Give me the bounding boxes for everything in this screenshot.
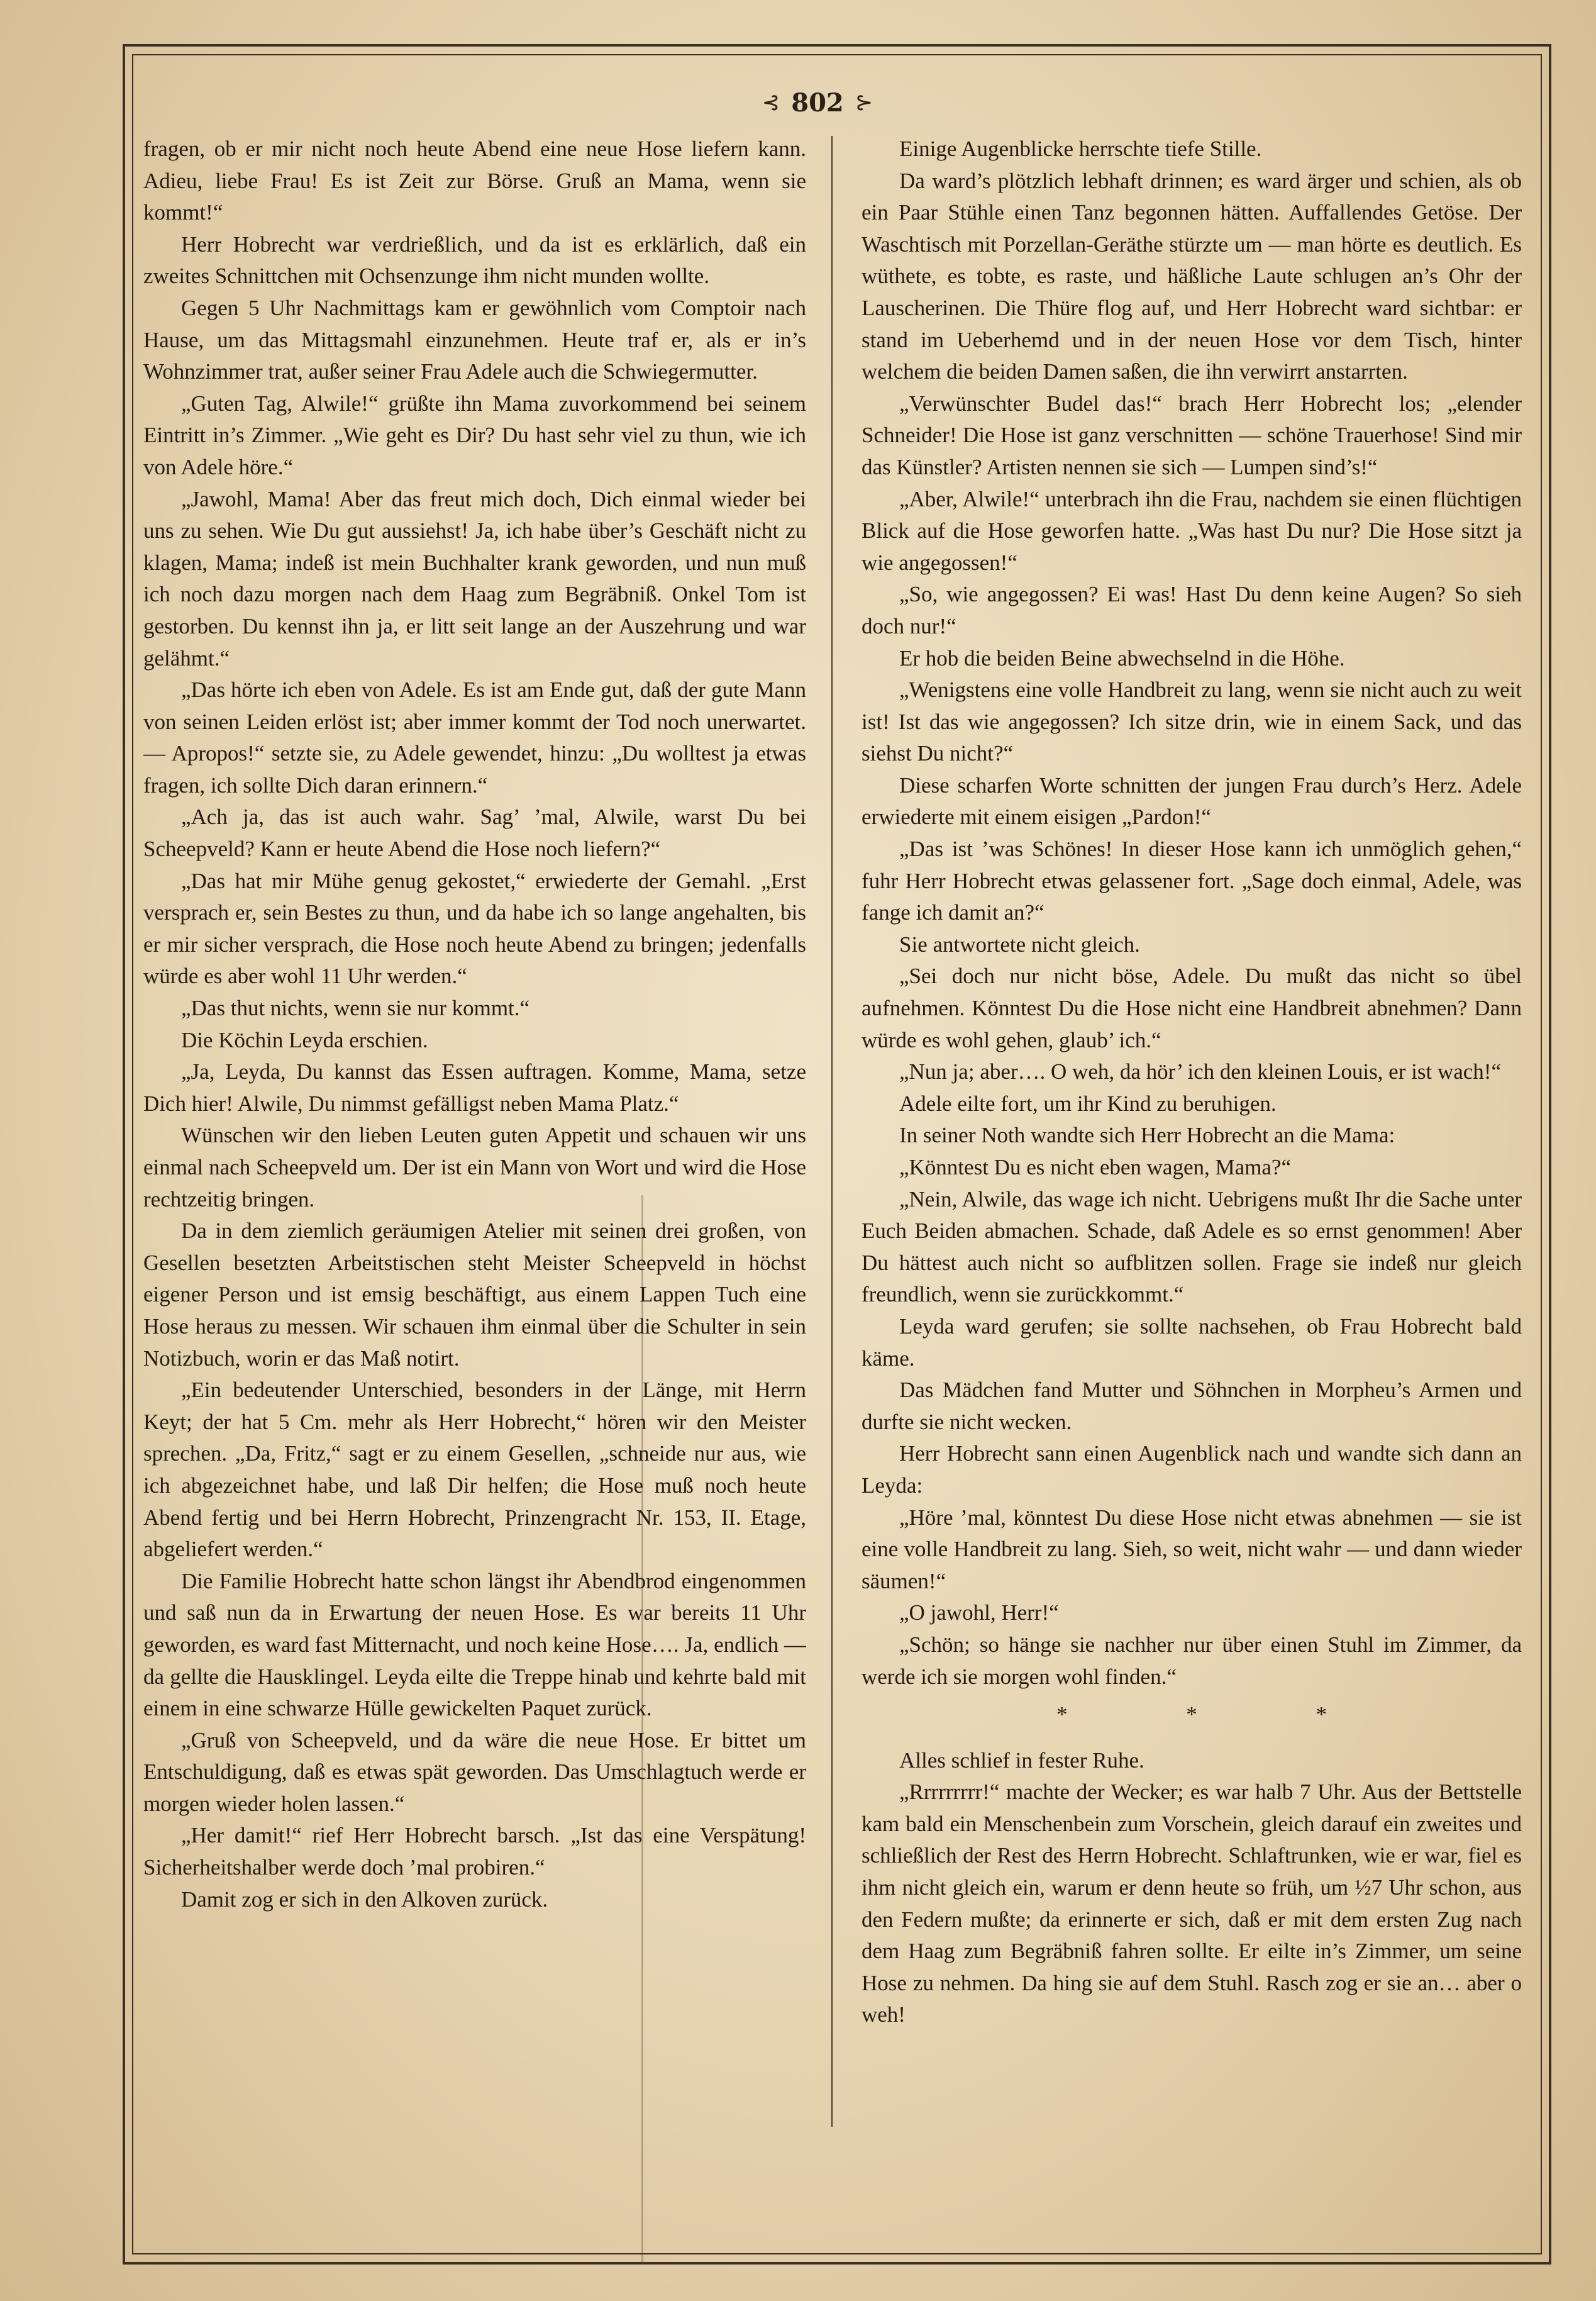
paragraph: Alles schlief in fester Ruhe. xyxy=(899,1747,1144,1773)
paragraph: Da ward’s plötzlich lebhaft drinnen; es ward ärger und schien, als ob ein Paar Stühle einen Tanz begonnen hätten. Auffallendes Getöse. Der Waschtisch mit Porzellan-Geräthe stürzte um — man hörte es deutlich. Es wüthete, es tobte, es raste, und häßliche Laute schlugen an’s Ohr der Lauscherinen. Die Thüre flog auf, und Herr Hobrecht ward sichtbar: er stand im Ueberhemd und in der neuen Hose vor dem Tisch, hinter welchem die beiden Damen saßen, die ihn verwirrt anstarrten. xyxy=(862,168,1522,384)
paragraph: Gegen 5 Uhr Nachmittags kam er gewöhnlich vom Comptoir nach Hause, um das Mittagsmahl einzunehmen. Heute traf er, als er in’s Wohnzimmer trat, außer seiner Frau Adele auch die Schwiegermutter. xyxy=(143,295,806,384)
paragraph: Sie antwortete nicht gleich. xyxy=(899,932,1140,957)
paragraph: „Nun ja; aber…. O weh, da hör’ ich den kleinen Louis, er ist wach!“ xyxy=(899,1059,1501,1084)
left-column xyxy=(143,133,806,2140)
paragraph: „Rrrrrrrrr!“ machte der Wecker; es war halb 7 Uhr. Aus der Bettstelle kam bald ein Menschenbein zum Vorschein, gleich darauf ein zweites und schließlich der Rest des Herrn Hobrecht. Schlaftrunken, wie er war, fiel es ihm nicht gleich ein, warum er denn heute so früh, um ½7 Uhr schon, aus den Federn mußte; da erinnerte er sich, daß er mit dem ersten Zug nach dem Haag zum Begräbniß fahren sollte. Er eilte in’s Zimmer, um seine Hose zu nehmen. Da hing sie auf dem Stuhl. Rasch zog er sie an… aber o weh! xyxy=(862,1780,1522,2027)
paragraph: „Guten Tag, Alwile!“ grüßte ihn Mama zuvorkommend bei seinem Eintritt in’s Zimmer. „Wie geht es Dir? Du hast sehr viel zu thun, wie ich von Adele höre.“ xyxy=(143,391,806,479)
right-column xyxy=(862,133,1522,2140)
section-separator: * * * xyxy=(1056,1702,1383,1727)
paragraph: „Das hörte ich eben von Adele. Es ist am Ende gut, daß der gute Mann von seinen Leiden erlöst ist; aber immer kommt der Tod noch unerwartet. — Apropos!“ setzte sie, zu Adele gewendet, hinzu: „Du wolltest ja etwas fragen, ich sollte Dich daran erinnern.“ xyxy=(143,677,806,798)
paragraph: „Ja, Leyda, Du kannst das Essen auftragen. Komme, Mama, setze Dich hier! Alwile, Du nimmst gefälligst neben Mama Platz.“ xyxy=(143,1059,806,1116)
paragraph: „Das ist ’was Schönes! In dieser Hose kann ich unmöglich gehen,“ fuhr Herr Hobrecht etwas gelassener fort. „Sage doch einmal, Adele, was fange ich damit an?“ xyxy=(862,837,1522,925)
paragraph: „Ein bedeutender Unterschied, besonders in der Länge, mit Herrn Keyt; der hat 5 Cm. mehr als Herr Hobrecht,“ hören wir den Meister sprechen. „Da, Fritz,“ sagt er zu einem Gesellen, „schneide nur aus, wie ich abgezeichnet habe, und laß Dir helfen; die Hose muß noch heute Abend fertig und bei Herrn Hobrecht, Prinzengracht Nr. 153, II. Etage, abgeliefert werden.“ xyxy=(143,1378,806,1562)
paragraph: „Höre ’mal, könntest Du diese Hose nicht etwas abnehmen — sie ist eine volle Handbreit zu lang. Sieh, so weit, nicht wahr — und dann wieder säumen!“ xyxy=(862,1505,1522,1593)
paragraph: „Schön; so hänge sie nachher nur über einen Stuhl im Zimmer, da werde ich sie morgen wohl finden.“ xyxy=(862,1632,1522,1689)
ornament-right-icon: ⊱ xyxy=(855,90,873,115)
paragraph: „Gruß von Scheepveld, und da wäre die neue Hose. Er bittet um Entschuldigung, daß es etwas spät geworden. Das Umschlagtuch werde er morgen wieder holen lassen.“ xyxy=(143,1727,806,1816)
paragraph: Wünschen wir den lieben Leuten guten Appetit und schauen wir uns einmal nach Scheepveld um. Der ist ein Mann von Wort und wird die Hose rechtzeitig bringen. xyxy=(143,1123,806,1212)
ornament-left-icon: ⊰ xyxy=(762,90,780,115)
paragraph: Er hob die beiden Beine abwechselnd in die Höhe. xyxy=(899,645,1345,671)
page-header xyxy=(723,81,912,125)
paragraph: Herr Hobrecht sann einen Augenblick nach und wandte sich dann an Leyda: xyxy=(862,1441,1522,1498)
paragraph: Die Familie Hobrecht hatte schon längst ihr Abendbrod eingenommen und saß nun da in Erwartung der neuen Hose. Es war bereits 11 Uhr geworden, es ward fast Mitternacht, und noch keine Hose…. Ja, endlich — da gellte die Hausklingel. Leyda eilte die Treppe hinab und kehrte bald mit einem in eine schwarze Hülle gewickelten Paquet zurück. xyxy=(143,1568,806,1721)
paragraph: „Sei doch nur nicht böse, Adele. Du mußt das nicht so übel aufnehmen. Könntest Du die Hose nicht eine Handbreit abnehmen? Dann würde es wohl gehen, glaub’ ich.“ xyxy=(862,964,1522,1052)
paragraph: „Ach ja, das ist auch wahr. Sag’ ’mal, Alwile, warst Du bei Scheepveld? Kann er heute Abend die Hose noch liefern?“ xyxy=(143,805,806,862)
paragraph: Einige Augenblicke herrschte tiefe Stille. xyxy=(899,136,1262,161)
paragraph: Adele eilte fort, um ihr Kind zu beruhigen. xyxy=(899,1091,1277,1116)
paragraph: Leyda ward gerufen; sie sollte nachsehen, ob Frau Hobrecht bald käme. xyxy=(862,1313,1522,1371)
paragraph: „Jawohl, Mama! Aber das freut mich doch, Dich einmal wieder bei uns zu sehen. Wie Du gut aussiehst! Ja, ich habe über’s Geschäft nicht zu klagen, Mama; indeß ist mein Buchhalter krank geworden, und nun muß ich noch dazu morgen nach dem Haag zum Begräbniß. Onkel Tom ist gestorben. Du kennst ihn ja, er litt seit lange an der Auszehrung und war gelähmt.“ xyxy=(143,486,806,671)
paragraph: In seiner Noth wandte sich Herr Hobrecht an die Mama: xyxy=(899,1123,1395,1148)
paragraph: „O jawohl, Herr!“ xyxy=(899,1600,1059,1625)
paragraph: Die Köchin Leyda erschien. xyxy=(181,1027,428,1052)
paragraph: Das Mädchen fand Mutter und Söhnchen in Morpheu’s Armen und durfte sie nicht wecken. xyxy=(862,1378,1522,1434)
paragraph: „Her damit!“ rief Herr Hobrecht barsch. „Ist das eine Verspätung! Sicherheitshalber werde doch ’mal probiren.“ xyxy=(143,1823,806,1880)
paragraph: „Nein, Alwile, das wage ich nicht. Uebrigens mußt Ihr die Sache unter Euch Beiden abmachen. Schade, daß Adele es so ernst genommen! Aber Du hättest auch nicht so aufblitzen sollen. Frage sie indeß nur gleich freundlich, wenn sie zurückkommt.“ xyxy=(862,1186,1522,1307)
paragraph: Herr Hobrecht war verdrießlich, und da ist es erklärlich, daß ein zweites Schnittchen mit Ochsenzunge ihm nicht munden wollte. xyxy=(143,231,806,289)
paragraph: „Aber, Alwile!“ unterbrach ihn die Frau, nachdem sie einen flüchtigen Blick auf die Hose geworfen hatte. „Was hast Du nur? Die Hose sitzt ja wie angegossen!“ xyxy=(862,486,1522,575)
page-number: 802 xyxy=(791,87,844,118)
paragraph: „So, wie angegossen? Ei was! Hast Du denn keine Augen? So sieh doch nur!“ xyxy=(862,582,1522,638)
paragraph: Da in dem ziemlich geräumigen Atelier mit seinen drei großen, von Gesellen besetzten Arbeitstischen steht Meister Scheepveld in höchst eigener Person und ist emsig beschäftigt, aus einem Lappen Tuch eine Hose heraus zu messen. Wir schauen ihm einmal über die Schulter in sein Notizbuch, worin er das Maß notirt. xyxy=(143,1218,806,1371)
paragraph: Damit zog er sich in den Alkoven zurück. xyxy=(181,1886,548,1912)
column-divider xyxy=(831,136,833,2127)
paragraph: „Könntest Du es nicht eben wagen, Mama?“ xyxy=(899,1155,1291,1179)
paragraph: Diese scharfen Worte schnitten der jungen Frau durch’s Herz. Adele erwiederte mit einem eisigen „Pardon!“ xyxy=(862,772,1522,830)
paragraph: „Das hat mir Mühe genug gekostet,“ erwiederte der Gemahl. „Erst versprach er, sein Bestes zu thun, und da habe ich so lange angehalten, bis er mir sicher versprach, die Hose noch heute Abend zu bringen; jedenfalls würde es aber wohl 11 Uhr werden.“ xyxy=(143,868,806,989)
paragraph: fragen, ob er mir nicht noch heute Abend eine neue Hose liefern kann. Adieu, liebe Frau! Es ist Zeit zur Börse. Gruß an Mama, wenn sie kommt!“ xyxy=(143,136,806,225)
paragraph: „Verwünschter Budel das!“ brach Herr Hobrecht los; „elender Schneider! Die Hose ist ganz verschnitten — schöne Trauerhose! Sind mir das Künstler? Artisten nennen sie sich — Lumpen sind’s!“ xyxy=(862,391,1522,479)
paragraph: „Wenigstens eine volle Handbreit zu lang, wenn sie nicht auch zu weit ist! Ist das wie angegossen? Ich sitze drin, wie in einem Sack, und das siehst Du nicht?“ xyxy=(862,677,1522,766)
paragraph: „Das thut nichts, wenn sie nur kommt.“ xyxy=(181,996,530,1021)
